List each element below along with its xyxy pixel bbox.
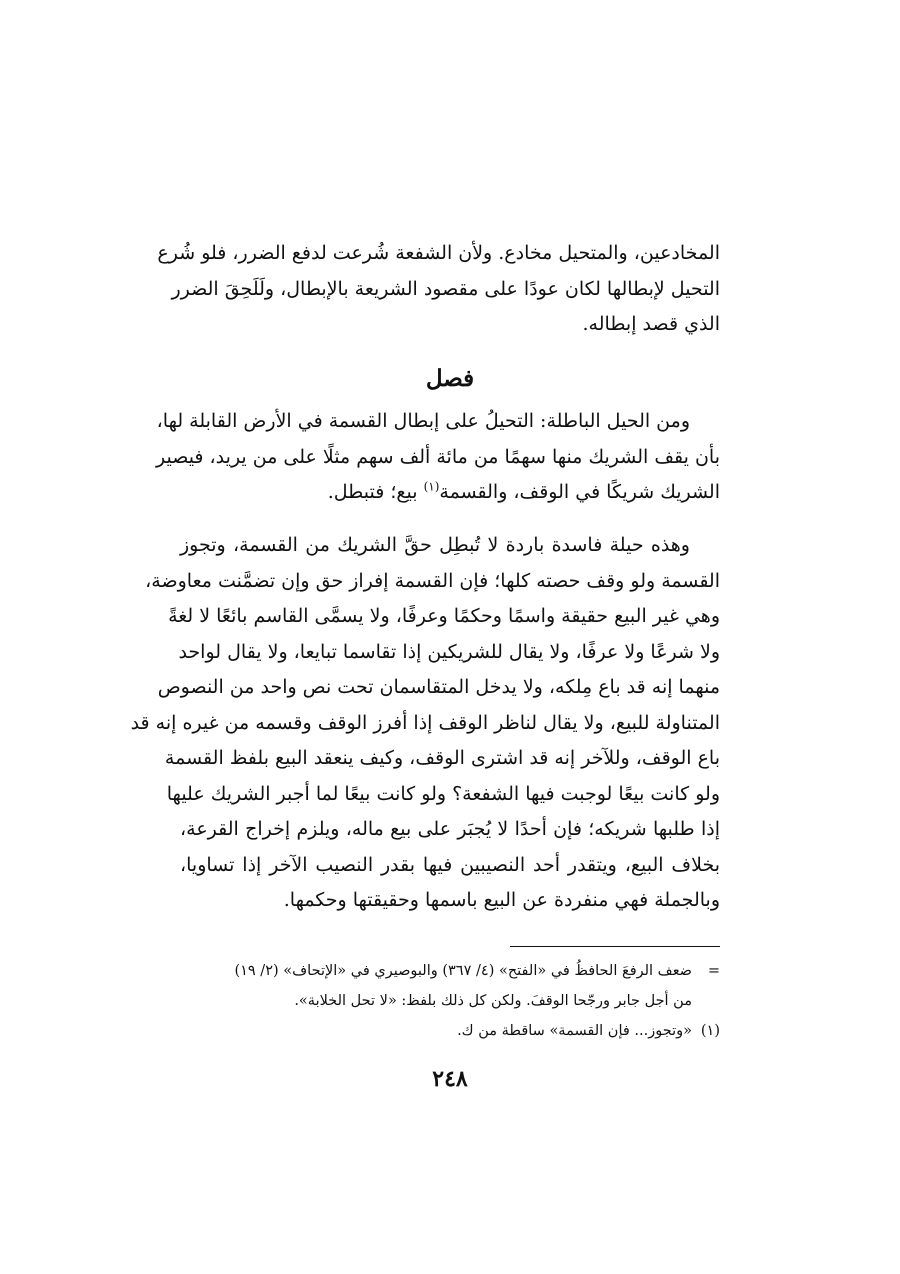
text-line: بأن يقف الشريك منها سهمًا من مائة ألف سهم مثلًا على من يريد، فيصير: [156, 445, 720, 468]
text-line: الذي قصد إبطاله.: [582, 313, 720, 335]
text-line: التحيل لإبطالها لكان عودًا على مقصود الشريعة بالإبطال، ولَلَحِقَ الضرر: [171, 277, 720, 300]
intro-paragraph: [157, 236, 720, 343]
text-line: وهذه حيلة فاسدة باردة لا تُبطِل حقَّ الشريك من القسمة، وتجوز: [180, 534, 690, 556]
text-line: وهي غير البيع حقيقة واسمًا وحكمًا وعرفًا، ولا يسمَّى القاسم بائعًا لا لغةً: [168, 605, 720, 627]
paragraph-1: [156, 404, 720, 511]
text-segment: الشريك شريكًا في الوقف، والقسمة: [439, 481, 720, 503]
footnote-text: «وتجوز... فإن القسمة» ساقطة من ك.: [457, 1023, 692, 1039]
text-line: المتناولة للبيع، ولا يقال لناظر الوقف إذا أفرز الوقف وقسمه من غيره إنه قد: [130, 711, 720, 734]
continuation-marker: =: [707, 963, 720, 979]
text-line: وبالجملة فهي منفردة عن البيع باسمها وحقيقتها وحكمها.: [283, 889, 720, 911]
footnote-reference: (١): [423, 479, 440, 494]
paragraph-2: [130, 528, 720, 919]
footnote-text: ضعف الرفعَ الحافظُ في «الفتح» (٤/ ٣٦٧) والبوصيري في «الإتحاف» (٢/ ١٩): [234, 963, 692, 979]
footnote-continuation: [180, 956, 720, 986]
text-line: القسمة ولو وقف حصته كلها؛ فإن القسمة إفراز حق وإن تضمَّنت معاوضة،: [145, 569, 720, 592]
footnote-separator: [510, 946, 720, 947]
footnotes: [180, 956, 720, 1046]
text-line: ولو كانت بيعًا لوجبت فيها الشفعة؟ ولو كانت بيعًا لما أجبر الشريك عليها: [166, 782, 720, 805]
text-line: [180, 475, 720, 511]
footnote-text: من أجل جابر ورجّحا الوقفَ. ولكن كل ذلك بلفظ: «لا تحل الخلابة».: [294, 993, 692, 1009]
text-line: ومن الحيل الباطلة: التحيلُ على إبطال القسمة في الأرض القابلة لها،: [156, 410, 690, 432]
page-number: ٢٤٨: [432, 1066, 468, 1092]
section-heading: فصل: [425, 365, 475, 392]
text-line: إذا طلبها شريكه؛ فإن أحدًا لا يُجبَر على بيع ماله، ويلزم إخراج القرعة،: [180, 818, 720, 840]
text-line: المخادعين، والمتحيل مخادع. ولأن الشفعة شُرعت لدفع الضرر، فلو شُرع: [157, 242, 720, 264]
footnote-1: [180, 1016, 720, 1046]
text-line: باع الوقف، وللآخر إنه قد اشترى الوقف، وكيف ينعقد البيع بلفظ القسمة: [164, 747, 720, 769]
text-line: منهما إنه قد باع مِلكه، ولا يدخل المتقاسمان تحت نص واحد من النصوص: [157, 676, 720, 698]
text-line: ولا شرعًا ولا عرفًا، ولا يقال للشريكين إذا تقاسما تبايعا، ولا يقال لواحد: [178, 640, 720, 663]
text-segment: بيع؛ فتبطل.: [327, 481, 424, 503]
text-line: بخلاف البيع، ويتقدر أحد النصيبين فيها بقدر النصيب الآخر إذا تساويا،: [180, 853, 720, 876]
footnote-number: (١): [700, 1023, 720, 1039]
